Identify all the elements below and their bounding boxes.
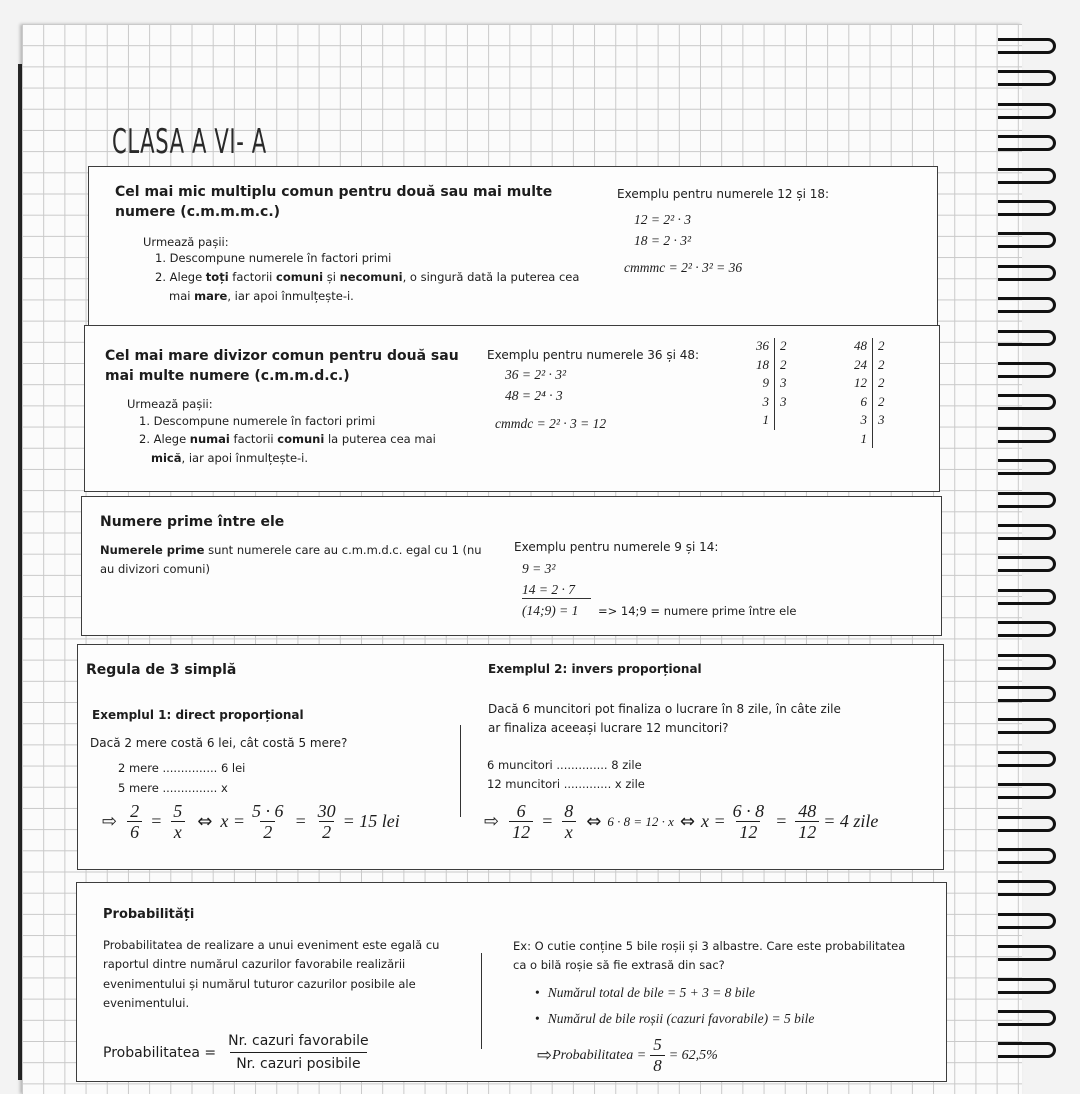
cmmmc-step-1: 1. Descompune numerele în factori primi — [155, 251, 392, 265]
spiral-ring — [998, 686, 1056, 702]
spiral-ring — [998, 330, 1056, 346]
spiral-ring — [998, 297, 1056, 313]
prime-card — [81, 496, 942, 636]
spiral-ring — [998, 135, 1056, 151]
prob-heading: Probabilități — [103, 907, 195, 922]
prob-result: ⇨ Probabilitatea = $\frac{5}{8}$ = 62,5% — [537, 1035, 718, 1075]
cmmmc-example-line-1: 12 = 2² · 3 — [634, 212, 692, 227]
prime-example-line-1: 9 = 3² — [522, 561, 556, 576]
implies-arrow-icon: ⇨ — [537, 1045, 553, 1066]
rule-of-three-card — [77, 644, 944, 870]
spiral-ring — [998, 654, 1056, 670]
cmmmc-steps-intro: Urmează pașii: — [143, 235, 229, 249]
division-line-48 — [872, 338, 873, 448]
cmmdc-card — [84, 325, 940, 492]
prob-bullet-2: • Numărul de bile roșii (cazuri favorabile) = 5 bile — [535, 1011, 815, 1026]
cmmmc-example-result: cmmmc = 2² · 3² = 36 — [624, 260, 743, 275]
cmmdc-step-2: 2. Alege numai factorii comuni la puterea cea mai — [139, 432, 436, 446]
spiral-ring — [998, 394, 1056, 410]
rule3-ex1-equation: ⇨ $\frac{2}{6}$ = $\frac{5}{x}$ ⇔ x = $\frac{5 \cdot 6}{2}$ = $\frac{30}{2}$ = 15 lei — [102, 801, 400, 842]
prob-example-1: Ex: O cutie conține 5 bile roșii și 3 albastre. Care este probabilitatea — [513, 939, 906, 953]
spiral-ring — [998, 945, 1056, 961]
cmmdc-example-result: cmmdc = 2² · 3 = 12 — [495, 416, 607, 431]
spiral-ring — [998, 783, 1056, 799]
prob-definition-4: evenimentului. — [103, 996, 190, 1010]
rule3-ex2-question-2: ar finaliza aceeași lucrare 12 muncitori? — [488, 721, 729, 735]
spiral-ring — [998, 589, 1056, 605]
prob-definition-2: raportul dintre numărul cazurilor favorabile realizării — [103, 957, 406, 971]
spiral-ring — [998, 200, 1056, 216]
spiral-ring — [998, 70, 1056, 86]
cmmdc-step-1: 1. Descompune numerele în factori primi — [139, 414, 376, 428]
spiral-ring — [998, 816, 1056, 832]
spiral-ring — [998, 848, 1056, 864]
cmmmc-card — [88, 166, 938, 326]
rule3-ex2-row-2: 12 muncitori ............. x zile — [487, 777, 645, 791]
cmmmc-heading: Cel mai mic multiplu comun pentru două sau mai multe numere (c.m.m.m.c.) — [115, 184, 553, 220]
cmmmc-step-2-cont: mai mare, iar apoi înmulțește-i. — [169, 289, 354, 303]
cmmdc-heading: Cel mai mare divizor comun pentru două sau mai multe numere (c.m.m.d.c.) — [105, 348, 459, 384]
spiral-ring — [998, 38, 1056, 54]
cmmdc-example-line-2: 48 = 2⁴ · 3 — [505, 388, 563, 403]
spiral-ring — [998, 621, 1056, 637]
division-table-48: 48 2 24 2 12 2 6 2 3 3 1 — [854, 338, 885, 446]
rule3-ex2-row-1: 6 muncitori .............. 8 zile — [487, 758, 642, 772]
rule3-ex1-question: Dacă 2 mere costă 6 lei, cât costă 5 mere? — [90, 736, 348, 750]
spiral-ring — [998, 1010, 1056, 1026]
prob-formula: Probabilitatea = $\frac{\text{Nr. cazuri favorabile}}{\text{Nr. cazuri posibile}}$ — [103, 1030, 379, 1075]
spiral-ring — [998, 427, 1056, 443]
cmmmc-step-2: 2. Alege toți factorii comuni și necomuni, o singură dată la puterea cea — [155, 270, 580, 284]
equivalence-arrow-icon: ⇔ — [586, 811, 602, 832]
spiral-ring — [998, 265, 1056, 281]
rule3-ex2-title: Exemplul 2: invers proporțional — [488, 662, 702, 676]
spiral-ring — [998, 978, 1056, 994]
cmmdc-step-2-cont: mică, iar apoi înmulțește-i. — [151, 451, 309, 465]
spiral-ring — [998, 168, 1056, 184]
cmmdc-steps-intro: Urmează pașii: — [127, 397, 213, 411]
spiral-ring — [998, 232, 1056, 248]
spiral-ring — [998, 913, 1056, 929]
rule3-ex1-title: Exemplul 1: direct proporțional — [92, 708, 304, 722]
spiral-ring — [998, 556, 1056, 572]
rule3-ex1-row-2: 5 mere ............... x — [118, 781, 228, 795]
probability-card — [76, 882, 947, 1082]
rule3-ex2-question-1: Dacă 6 muncitori pot finaliza o lucrare în 8 zile, în câte zile — [488, 702, 841, 716]
spiral-ring — [998, 524, 1056, 540]
prime-example-note: => 14;9 = numere prime între ele — [598, 604, 797, 618]
cmmdc-example-title: Exemplu pentru numerele 36 și 48: — [487, 348, 700, 362]
spiral-ring — [998, 718, 1056, 734]
prime-example-line-3: (14;9) = 1 — [522, 603, 579, 618]
prob-definition-1: Probabilitatea de realizare a unui eveniment este egală cu — [103, 938, 440, 952]
equivalence-arrow-icon: ⇔ — [679, 811, 695, 832]
prob-bullet-1: • Numărul total de bile = 5 + 3 = 8 bile — [535, 985, 756, 1000]
prob-divider — [481, 953, 482, 1049]
prime-example-title: Exemplu pentru numerele 9 și 14: — [514, 540, 719, 554]
cmmmc-example-title: Exemplu pentru numerele 12 și 18: — [617, 187, 830, 201]
spiral-ring — [998, 459, 1056, 475]
implies-arrow-icon: ⇨ — [484, 811, 500, 832]
prime-example-line-2: 14 = 2 · 7 — [522, 582, 591, 599]
rule3-divider — [460, 725, 461, 817]
division-line-36 — [774, 338, 775, 430]
prime-definition: Numerele prime sunt numerele care au c.m.m.d.c. egal cu 1 (nu — [100, 543, 482, 557]
spiral-ring — [998, 103, 1056, 119]
prob-definition-3: evenimentului și numărul tuturor cazurilor posibile ale — [103, 977, 416, 991]
rule3-heading: Regula de 3 simplă — [86, 662, 237, 678]
equivalence-arrow-icon: ⇔ — [197, 811, 213, 832]
prime-heading: Numere prime între ele — [100, 514, 285, 530]
prob-example-2: ca o bilă roșie să fie extrasă din sac? — [513, 958, 725, 972]
rule3-ex2-equation: ⇨ $\frac{6}{12}$ = $\frac{8}{x}$ ⇔ 6 · 8 = 12 · x ⇔ x = $\frac{6 \cdot 8}{12}$ = $\frac{48}{12}$ = 4 zile — [484, 801, 879, 842]
implies-arrow-icon: ⇨ — [102, 811, 118, 832]
spiral-ring — [998, 492, 1056, 508]
spiral-ring — [998, 1042, 1056, 1058]
spiral-ring — [998, 880, 1056, 896]
cmmdc-example-line-1: 36 = 2² · 3² — [505, 367, 567, 382]
prime-definition-cont: au divizori comuni) — [100, 562, 210, 576]
rule3-ex1-row-1: 2 mere ............... 6 lei — [118, 761, 246, 775]
division-table-36: 36 2 18 2 9 3 3 3 1 — [756, 338, 787, 427]
page-title: CLASA A VI- A — [112, 122, 267, 162]
spiral-ring — [998, 751, 1056, 767]
spiral-ring — [998, 362, 1056, 378]
cmmmc-example-line-2: 18 = 2 · 3² — [634, 233, 692, 248]
